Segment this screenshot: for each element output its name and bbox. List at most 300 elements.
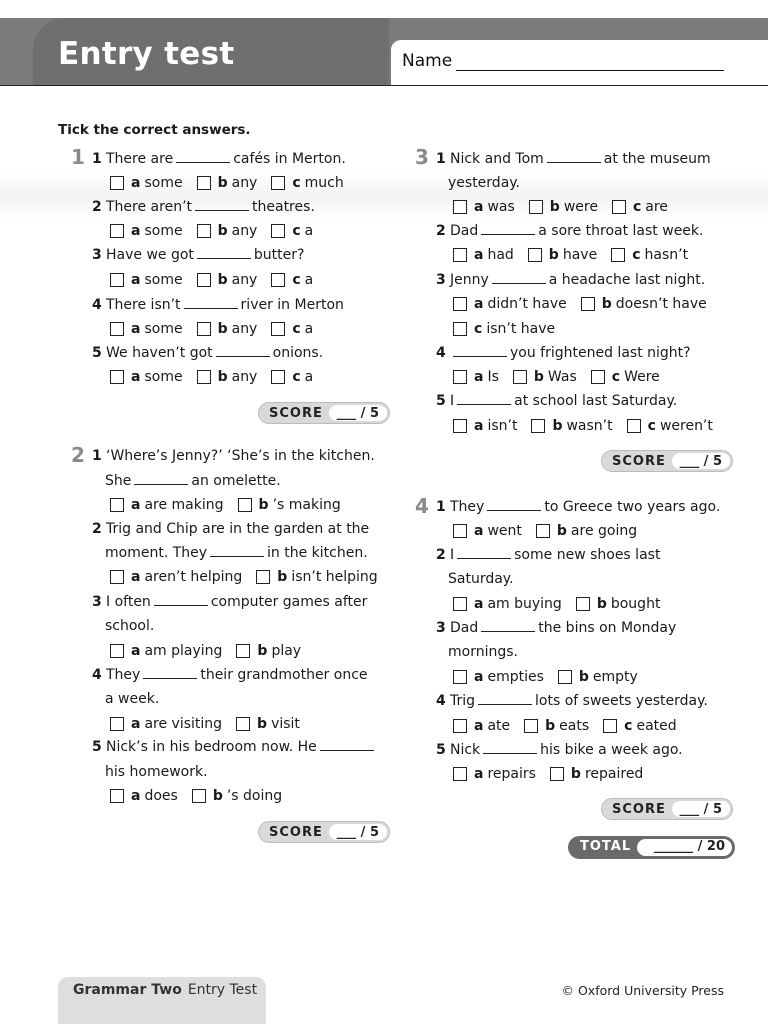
option-b[interactable] (513, 368, 577, 386)
checkbox[interactable] (110, 717, 124, 731)
question-text: a sore throat last week. (538, 223, 704, 239)
option-letter: a (474, 669, 484, 685)
option-letter: b (533, 369, 544, 385)
option-letter: c (611, 369, 621, 385)
question-text: I (450, 547, 455, 563)
checkbox[interactable] (110, 644, 124, 658)
option-b[interactable] (536, 522, 637, 540)
answer-blank[interactable] (457, 392, 511, 405)
name-label: Name (402, 51, 453, 71)
option-text: a (304, 369, 314, 385)
question-text: cafés in Merton. (233, 151, 346, 167)
question-number: 5 (436, 742, 446, 758)
question-text: Have we got (106, 247, 194, 263)
question-number: 2 (92, 199, 102, 215)
answer-blank[interactable] (154, 593, 208, 606)
question-text: yesterday. (448, 175, 521, 191)
question-text: ‘Where’s Jenny?’ ‘She’s in the kitchen. (106, 448, 375, 464)
option-letter: b (217, 272, 228, 288)
checkbox[interactable] (110, 370, 124, 384)
option-text: some (144, 175, 183, 191)
question-line-continued (105, 544, 368, 562)
option-letter: b (570, 766, 581, 782)
option-a[interactable] (453, 595, 562, 613)
option-b[interactable] (529, 198, 598, 216)
score-box (601, 798, 733, 820)
option-c[interactable] (591, 368, 660, 386)
question-text: mornings. (448, 644, 518, 660)
option-letter: b (257, 643, 268, 659)
option-b[interactable] (197, 222, 258, 240)
options-row (110, 271, 327, 292)
option-text: ate (487, 718, 511, 734)
question-number: 1 (92, 151, 102, 167)
checkbox[interactable] (581, 297, 595, 311)
footer-book-title: Grammar Two (73, 982, 182, 998)
question-text: Saturday. (448, 571, 514, 587)
options-row (110, 368, 327, 389)
answer-blank[interactable] (197, 246, 251, 259)
option-c[interactable] (612, 198, 668, 216)
question-text: their grandmother once (200, 667, 368, 683)
question-number: 3 (92, 247, 102, 263)
option-a[interactable] (110, 174, 183, 192)
checkbox[interactable] (110, 570, 124, 584)
checkbox[interactable] (453, 524, 467, 538)
option-text: a (304, 272, 314, 288)
option-text: ’s making (272, 497, 341, 513)
question-line-continued (105, 472, 281, 490)
option-b[interactable] (197, 271, 258, 289)
score-value[interactable]: ___ / 5 (679, 802, 722, 817)
option-text: were (563, 199, 598, 215)
option-text: doesn’t have (615, 296, 707, 312)
checkbox[interactable] (453, 322, 467, 336)
option-letter: b (545, 718, 556, 734)
checkbox[interactable] (453, 419, 467, 433)
option-text: aren’t helping (144, 569, 243, 585)
answer-blank[interactable] (492, 271, 546, 284)
header-rule (0, 85, 768, 86)
option-letter: a (131, 788, 141, 804)
checkbox[interactable] (603, 719, 617, 733)
option-text: some (144, 223, 183, 239)
option-letter: c (292, 321, 301, 337)
option-c[interactable] (627, 417, 713, 435)
checkbox[interactable] (453, 370, 467, 384)
option-b[interactable] (238, 496, 341, 514)
options-row (453, 368, 674, 389)
option-text: went (487, 523, 522, 539)
question-line (92, 344, 323, 362)
option-c[interactable] (271, 222, 313, 240)
question-text: his homework. (105, 764, 208, 780)
checkbox[interactable] (197, 176, 211, 190)
answer-blank[interactable] (453, 344, 507, 357)
exercise-number: 1 (71, 145, 85, 169)
score-box (601, 450, 733, 472)
question-text: Nick and Tom (450, 151, 544, 167)
answer-blank[interactable] (195, 198, 249, 211)
name-field[interactable] (456, 70, 724, 71)
option-letter: b (258, 497, 269, 513)
checkbox[interactable] (453, 597, 467, 611)
checkbox[interactable] (453, 767, 467, 781)
question-text: onions. (272, 345, 324, 361)
option-text: some (144, 321, 183, 337)
question-text: theatres. (252, 199, 315, 215)
option-text: a (304, 321, 314, 337)
option-a[interactable] (453, 246, 514, 264)
option-text: some (144, 272, 183, 288)
option-letter: a (474, 523, 484, 539)
checkbox[interactable] (197, 322, 211, 336)
copyright: © Oxford University Press (561, 983, 724, 998)
checkbox[interactable] (513, 370, 527, 384)
question-number: 3 (436, 620, 446, 636)
answer-blank[interactable] (216, 344, 270, 357)
question-text: I often (106, 594, 151, 610)
option-text: bought (610, 596, 661, 612)
checkbox[interactable] (612, 200, 626, 214)
option-a[interactable] (110, 568, 242, 586)
question-number: 4 (436, 345, 446, 361)
question-number: 4 (92, 297, 102, 313)
question-text: some new shoes last (514, 547, 661, 563)
option-text: visit (271, 716, 300, 732)
option-letter: a (474, 296, 484, 312)
option-b[interactable] (581, 295, 707, 313)
question-text: There aren’t (106, 199, 193, 215)
option-letter: b (217, 175, 228, 191)
option-a[interactable] (453, 368, 499, 386)
checkbox[interactable] (453, 719, 467, 733)
option-a[interactable] (453, 295, 567, 313)
question-number: 1 (436, 499, 446, 515)
option-text: ’s doing (226, 788, 283, 804)
checkbox[interactable] (271, 176, 285, 190)
option-a[interactable] (110, 320, 183, 338)
option-c[interactable] (611, 246, 688, 264)
question-line (436, 498, 720, 516)
question-number: 2 (436, 223, 446, 239)
option-letter: a (131, 223, 141, 239)
option-text: Were (624, 369, 660, 385)
checkbox[interactable] (550, 767, 564, 781)
question-text: in the kitchen. (267, 545, 368, 561)
option-b[interactable] (236, 642, 301, 660)
checkbox[interactable] (558, 670, 572, 684)
answer-blank[interactable] (478, 692, 532, 705)
option-c[interactable] (271, 271, 313, 289)
checkbox[interactable] (236, 644, 250, 658)
answer-blank[interactable] (487, 498, 541, 511)
option-b[interactable] (197, 320, 258, 338)
option-b[interactable] (524, 717, 589, 735)
option-a[interactable] (110, 368, 183, 386)
question-text: lots of sweets yesterday. (535, 693, 708, 709)
options-row (453, 668, 652, 689)
options-row (110, 320, 327, 341)
question-text: Dad (450, 620, 479, 636)
option-letter: b (277, 569, 288, 585)
option-letter: a (131, 569, 141, 585)
option-text: repairs (487, 766, 536, 782)
score-box (258, 402, 390, 424)
option-b[interactable] (550, 765, 643, 783)
answer-blank[interactable] (547, 150, 601, 163)
checkbox[interactable] (110, 176, 124, 190)
checkbox[interactable] (110, 322, 124, 336)
option-text: isn’t have (486, 321, 556, 337)
option-text: any (231, 175, 258, 191)
option-letter: a (131, 643, 141, 659)
option-text: wasn’t (566, 418, 613, 434)
question-text: moment. They (105, 545, 208, 561)
option-b[interactable] (256, 568, 377, 586)
option-text: eated (636, 718, 677, 734)
score-value[interactable]: ___ / 5 (336, 406, 379, 421)
option-letter: b (596, 596, 607, 612)
option-letter: c (292, 272, 301, 288)
option-text: isn’t (487, 418, 518, 434)
option-letter: b (217, 223, 228, 239)
question-text: you frightened last night? (510, 345, 691, 361)
option-a[interactable] (453, 522, 522, 540)
question-line (92, 246, 304, 264)
option-a[interactable] (453, 717, 510, 735)
question-line (436, 222, 703, 240)
total-value[interactable]: ______ / 20 (654, 839, 725, 854)
question-line (92, 520, 369, 538)
question-line (92, 738, 377, 756)
option-a[interactable] (453, 668, 544, 686)
question-text: Trig and Chip are in the garden at the (106, 521, 370, 537)
option-letter: a (131, 321, 141, 337)
checkbox[interactable] (110, 273, 124, 287)
checkbox[interactable] (110, 789, 124, 803)
option-c[interactable] (271, 368, 313, 386)
option-text: didn’t have (487, 296, 567, 312)
option-letter: b (578, 669, 589, 685)
options-row (453, 522, 651, 543)
options-row (453, 595, 674, 616)
option-text: play (271, 643, 302, 659)
question-text: There are (106, 151, 174, 167)
option-c[interactable] (453, 320, 555, 338)
option-text: hasn’t (644, 247, 689, 263)
option-letter: a (131, 175, 141, 191)
total-label: TOTAL (580, 839, 632, 854)
checkbox[interactable] (110, 224, 124, 238)
answer-blank[interactable] (483, 741, 537, 754)
option-text: any (231, 272, 258, 288)
option-text: have (562, 247, 598, 263)
option-c[interactable] (271, 320, 313, 338)
checkbox[interactable] (536, 524, 550, 538)
options-row (453, 765, 657, 786)
option-a[interactable] (453, 198, 515, 216)
checkbox[interactable] (271, 273, 285, 287)
option-letter: a (474, 596, 484, 612)
question-text: a headache last night. (548, 272, 706, 288)
checkbox[interactable] (271, 224, 285, 238)
instruction: Tick the correct answers. (58, 122, 251, 138)
option-text: Was (547, 369, 577, 385)
question-text: river in Merton (240, 297, 344, 313)
option-a[interactable] (110, 642, 222, 660)
options-row (110, 174, 358, 195)
exercise-number: 4 (415, 494, 429, 518)
option-text: repaired (584, 766, 644, 782)
question-text: his bike a week ago. (540, 742, 683, 758)
score-value[interactable]: ___ / 5 (679, 454, 722, 469)
question-line-continued (105, 690, 159, 708)
question-line (436, 741, 683, 759)
option-a[interactable] (110, 787, 178, 805)
option-text: was (487, 199, 515, 215)
checkbox[interactable] (529, 200, 543, 214)
exercise-number: 2 (71, 443, 85, 467)
option-c[interactable] (603, 717, 677, 735)
answer-blank[interactable] (481, 222, 535, 235)
option-letter: a (474, 247, 484, 263)
answer-blank[interactable] (457, 546, 511, 559)
answer-blank[interactable] (320, 738, 374, 751)
question-text: at the museum (603, 151, 711, 167)
checkbox[interactable] (238, 498, 252, 512)
question-text: to Greece two years ago. (544, 499, 721, 515)
option-a[interactable] (110, 271, 183, 289)
option-b[interactable] (192, 787, 282, 805)
checkbox[interactable] (256, 570, 270, 584)
option-letter: c (292, 369, 301, 385)
option-letter: a (474, 369, 484, 385)
options-row (453, 717, 691, 738)
question-line-continued (105, 617, 154, 635)
checkbox[interactable] (611, 248, 625, 262)
checkbox[interactable] (524, 719, 538, 733)
checkbox[interactable] (197, 370, 211, 384)
option-a[interactable] (453, 417, 517, 435)
answer-blank[interactable] (210, 544, 264, 557)
options-row (453, 246, 702, 267)
question-line (92, 296, 344, 314)
option-text: are making (144, 497, 224, 513)
question-text: Jenny (450, 272, 489, 288)
checkbox[interactable] (197, 273, 211, 287)
option-text: much (304, 175, 344, 191)
option-a[interactable] (110, 496, 224, 514)
question-line (436, 150, 711, 168)
answer-blank[interactable] (184, 296, 238, 309)
option-a[interactable] (110, 222, 183, 240)
checkbox[interactable] (453, 297, 467, 311)
score-value[interactable]: ___ / 5 (336, 825, 379, 840)
checkbox[interactable] (528, 248, 542, 262)
question-text: an omelette. (191, 473, 281, 489)
option-b[interactable] (576, 595, 661, 613)
option-letter: b (212, 788, 223, 804)
checkbox[interactable] (110, 498, 124, 512)
checkbox[interactable] (197, 224, 211, 238)
answer-blank[interactable] (134, 472, 188, 485)
option-text: eats (559, 718, 590, 734)
checkbox[interactable] (531, 419, 545, 433)
option-a[interactable] (453, 765, 536, 783)
checkbox[interactable] (576, 597, 590, 611)
question-number: 2 (92, 521, 102, 537)
footer-book (73, 982, 257, 998)
question-line (436, 546, 660, 564)
option-b[interactable] (197, 174, 258, 192)
question-text: Nick’s in his bedroom now. He (106, 739, 317, 755)
option-letter: a (474, 418, 484, 434)
question-number: 3 (436, 272, 446, 288)
option-text: are (645, 199, 668, 215)
question-text: Trig (450, 693, 476, 709)
question-number: 1 (436, 151, 446, 167)
option-text: any (231, 223, 258, 239)
question-number: 1 (92, 448, 102, 464)
option-b[interactable] (236, 715, 300, 733)
option-b[interactable] (558, 668, 638, 686)
score-label: SCORE (269, 406, 323, 421)
options-row (453, 417, 727, 438)
option-letter: c (292, 175, 301, 191)
checkbox[interactable] (591, 370, 605, 384)
option-a[interactable] (110, 715, 222, 733)
options-row (453, 295, 721, 316)
checkbox[interactable] (236, 717, 250, 731)
option-b[interactable] (528, 246, 597, 264)
question-text: a week. (105, 691, 160, 707)
answer-blank[interactable] (176, 150, 230, 163)
options-row (110, 715, 314, 736)
option-letter: c (632, 247, 641, 263)
checkbox[interactable] (453, 200, 467, 214)
option-text: Is (487, 369, 499, 385)
question-line (92, 666, 368, 684)
checkbox[interactable] (271, 322, 285, 336)
question-line (436, 619, 676, 637)
question-text: She (105, 473, 132, 489)
question-line (436, 344, 691, 362)
question-line (436, 692, 708, 710)
answer-blank[interactable] (481, 619, 535, 632)
option-b[interactable] (531, 417, 612, 435)
options-row (110, 568, 392, 589)
checkbox[interactable] (271, 370, 285, 384)
checkbox[interactable] (192, 789, 206, 803)
answer-blank[interactable] (143, 666, 197, 679)
checkbox[interactable] (453, 248, 467, 262)
question-line (436, 392, 677, 410)
question-text: butter? (253, 247, 305, 263)
question-number: 3 (92, 594, 102, 610)
checkbox[interactable] (453, 670, 467, 684)
score-box (258, 821, 390, 843)
option-c[interactable] (271, 174, 343, 192)
option-text: empty (592, 669, 638, 685)
option-text: some (144, 369, 183, 385)
question-line (436, 271, 705, 289)
options-row (110, 222, 327, 243)
option-letter: b (217, 369, 228, 385)
checkbox[interactable] (627, 419, 641, 433)
question-line-continued (448, 570, 514, 588)
option-b[interactable] (197, 368, 258, 386)
